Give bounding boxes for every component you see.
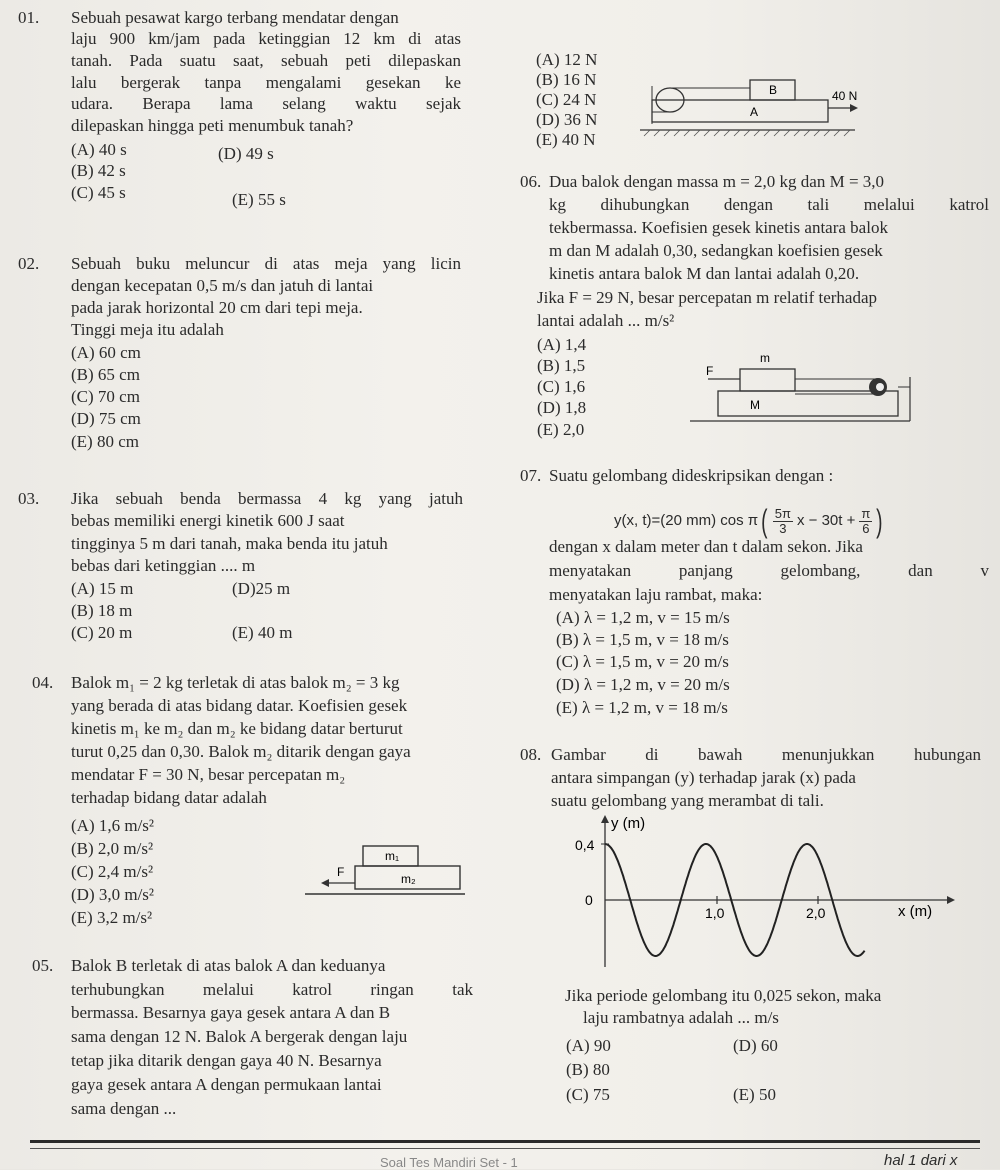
q02-option-b[interactable]: (B) 65 cm bbox=[71, 365, 140, 384]
footer-rule-thin bbox=[30, 1148, 980, 1149]
q06-M-label: M bbox=[750, 398, 760, 412]
q04-block-diagram bbox=[305, 838, 465, 898]
q01-line: udara. Berapa lama selang waktu sejak bbox=[71, 94, 461, 113]
q07-intro: Suatu gelombang dideskripsikan dengan : bbox=[549, 466, 834, 485]
q08-option-c[interactable]: (C) 75 bbox=[566, 1085, 610, 1104]
q07-option-c[interactable]: (C) λ = 1,5 m, v = 20 m/s bbox=[556, 652, 729, 671]
q01-option-a[interactable]: (A) 40 s bbox=[71, 140, 127, 159]
q07-option-a[interactable]: (A) λ = 1,2 m, v = 15 m/s bbox=[556, 608, 730, 627]
q05-number: 05. bbox=[32, 956, 54, 975]
q05-option-d[interactable]: (D) 36 N bbox=[536, 110, 598, 129]
q07-line: menyatakan panjang gelombang, dan v bbox=[549, 561, 989, 580]
footer-label: Soal Tes Mandiri Set - 1 bbox=[380, 1155, 518, 1170]
wave-point bbox=[705, 843, 707, 845]
q08-x-tick-2-label: 2,0 bbox=[806, 905, 826, 921]
q05-option-c[interactable]: (C) 24 N bbox=[536, 90, 597, 109]
q04-line: Balok m₁ = 2 kg terletak di atas balok m₂ = 3 kg bbox=[71, 673, 400, 692]
q08-option-e[interactable]: (E) 50 bbox=[733, 1085, 776, 1104]
footer-page-number: hal 1 dari x bbox=[884, 1152, 958, 1169]
q05-line: tetap jika ditarik dengan gaya 40 N. Besarnya bbox=[71, 1051, 382, 1070]
q03-option-c[interactable]: (C) 20 m bbox=[71, 623, 133, 642]
q05-option-a[interactable]: (A) 12 N bbox=[536, 50, 598, 69]
q05-line: sama dengan 12 N. Balok A bergerak dengan laju bbox=[71, 1027, 408, 1046]
q03-line: tingginya 5 m dari tanah, maka benda itu jatuh bbox=[71, 534, 388, 553]
q08-line: suatu gelombang yang merambat di tali. bbox=[551, 791, 824, 810]
q02-line: dengan kecepatan 0,5 m/s dan jatuh di lantai bbox=[71, 276, 374, 295]
q06-number: 06. bbox=[520, 172, 542, 191]
q03-option-a[interactable]: (A) 15 m bbox=[71, 579, 134, 598]
q08-option-d[interactable]: (D) 60 bbox=[733, 1036, 778, 1055]
q07-equation-paren-open: ( bbox=[761, 503, 768, 539]
q05-line: gaya gesek antara A dengan permukaan lantai bbox=[71, 1075, 382, 1094]
q06-option-b[interactable]: (B) 1,5 bbox=[537, 356, 586, 375]
q04-m2-label: m₂ bbox=[401, 872, 416, 886]
q06-line: m dan M adalah 0,30, sedangkan koefisien gesek bbox=[549, 241, 883, 260]
wave-point bbox=[655, 955, 657, 957]
q07-line: menyatakan laju rambat, maka: bbox=[549, 585, 763, 604]
q05-line: Balok B terletak di atas balok A dan keduanya bbox=[71, 956, 386, 975]
q02-number: 02. bbox=[18, 254, 40, 273]
q04-line: turut 0,25 dan 0,30. Balok m₂ ditarik dengan gaya bbox=[71, 742, 411, 761]
q08-wave-graph bbox=[575, 812, 965, 972]
q06-line: tekbermassa. Koefisien gesek kinetis antara balok bbox=[549, 218, 888, 237]
q05-block-b-label: B bbox=[769, 83, 778, 97]
q08-origin-label: 0 bbox=[585, 892, 593, 908]
q05-block-a-label: A bbox=[750, 105, 759, 119]
q01-line: lalu bergerak tanpa mengalami gesekan ke bbox=[71, 73, 461, 92]
q08-y-tick-label: 0,4 bbox=[575, 837, 595, 853]
q03-option-d[interactable]: (D)25 m bbox=[232, 579, 291, 598]
q02-option-c[interactable]: (C) 70 cm bbox=[71, 387, 140, 406]
wave-point bbox=[781, 899, 783, 901]
q07-line: dengan x dalam meter dan t dalam sekon. Jika bbox=[549, 537, 863, 556]
wave-point bbox=[629, 899, 631, 901]
q02-option-e[interactable]: (E) 80 cm bbox=[71, 432, 139, 451]
q03-line: bebas memiliki energi kinetik 600 J saat bbox=[71, 511, 345, 530]
q08-x-axis-label: x (m) bbox=[898, 903, 933, 920]
q06-option-e[interactable]: (E) 2,0 bbox=[537, 420, 585, 439]
q05-pulley-diagram bbox=[640, 78, 865, 148]
q05-option-e[interactable]: (E) 40 N bbox=[536, 130, 596, 149]
q03-line: Jika sebuah benda bermassa 4 kg yang jatuh bbox=[71, 489, 463, 508]
q01-option-b[interactable]: (B) 42 s bbox=[71, 161, 126, 180]
footer-rule bbox=[30, 1140, 980, 1143]
q04-number: 04. bbox=[32, 673, 54, 692]
q08-y-axis-label: y (m) bbox=[611, 815, 646, 832]
q03-option-b[interactable]: (B) 18 m bbox=[71, 601, 133, 620]
q05-line: terhubungkan melalui katrol ringan tak bbox=[71, 980, 473, 999]
q05-option-b[interactable]: (B) 16 N bbox=[536, 70, 597, 89]
q03-number: 03. bbox=[18, 489, 40, 508]
q08-x-tick-1-label: 1,0 bbox=[705, 905, 725, 921]
q01-option-c[interactable]: (C) 45 s bbox=[71, 183, 126, 202]
q07-equation-paren-close: ) bbox=[876, 503, 883, 539]
q06-line: Dua balok dengan massa m = 2,0 kg dan M = 3,0 bbox=[549, 172, 885, 191]
wave-point bbox=[730, 899, 732, 901]
q04-line: terhadap bidang datar adalah bbox=[71, 788, 267, 807]
q04-force-label: F bbox=[337, 865, 345, 879]
q07-equation-fraction-1: 5π 3 bbox=[774, 505, 791, 536]
wave-point bbox=[680, 899, 682, 901]
q04-option-d[interactable]: (D) 3,0 m/s² bbox=[71, 885, 155, 904]
q05-line: bermassa. Besarnya gaya gesek antara A dan B bbox=[71, 1003, 391, 1022]
q04-line: mendatar F = 30 N, besar percepatan m₂ bbox=[71, 765, 346, 784]
q04-m1-label: m₁ bbox=[385, 849, 400, 863]
q01-line: laju 900 km/jam pada ketinggian 12 km di atas bbox=[71, 29, 461, 48]
q01-option-e[interactable]: (E) 55 s bbox=[232, 190, 286, 209]
q01-line: dilepaskan hingga peti menumbuk tanah? bbox=[71, 116, 354, 135]
q07-equation-mid: x − 30t + bbox=[796, 512, 856, 529]
q08-line: Gambar di bawah menunjukkan hubungan bbox=[551, 745, 981, 764]
q06-line: Jika F = 29 N, besar percepatan m relatif terhadap bbox=[537, 288, 878, 307]
q02-line: pada jarak horizontal 20 cm dari tepi meja. bbox=[71, 298, 363, 317]
q04-line: yang berada di atas bidang datar. Koefisien gesek bbox=[71, 696, 408, 715]
q05-force-label: 40 N bbox=[832, 89, 858, 103]
q06-force-label: F bbox=[706, 364, 714, 378]
q04-option-e[interactable]: (E) 3,2 m/s² bbox=[71, 908, 153, 927]
q08-option-a[interactable]: (A) 90 bbox=[566, 1036, 611, 1055]
q06-m-label: m bbox=[760, 351, 770, 365]
q07-option-b[interactable]: (B) λ = 1,5 m, v = 18 m/s bbox=[556, 630, 729, 649]
wave-point bbox=[806, 843, 808, 845]
q02-option-a[interactable]: (A) 60 cm bbox=[71, 343, 141, 362]
q01-option-d[interactable]: (D) 49 s bbox=[218, 144, 274, 163]
q07-option-e[interactable]: (E) λ = 1,2 m, v = 18 m/s bbox=[556, 698, 728, 717]
q07-equation bbox=[614, 505, 885, 537]
q04-option-b[interactable]: (B) 2,0 m/s² bbox=[71, 839, 154, 858]
wave-point bbox=[857, 955, 859, 957]
q08-question-line: laju rambatnya adalah ... m/s bbox=[583, 1008, 779, 1027]
q04-line: kinetis m₁ ke m₂ dan m₂ ke bidang datar berturut bbox=[71, 719, 403, 738]
q02-option-d[interactable]: (D) 75 cm bbox=[71, 409, 141, 428]
q08-line: antara simpangan (y) terhadap jarak (x) pada bbox=[551, 768, 856, 787]
q07-equation-lhs: y(x, t)=(20 mm) cos π bbox=[614, 512, 759, 529]
q01-line: Sebuah pesawat kargo terbang mendatar dengan bbox=[71, 8, 399, 27]
q02-line: Sebuah buku meluncur di atas meja yang licin bbox=[71, 254, 461, 273]
q08-question-line: Jika periode gelombang itu 0,025 sekon, maka bbox=[565, 986, 882, 1005]
q02-line: Tinggi meja itu adalah bbox=[71, 320, 224, 339]
q06-option-d[interactable]: (D) 1,8 bbox=[537, 398, 587, 417]
q07-option-d[interactable]: (D) λ = 1,2 m, v = 20 m/s bbox=[556, 675, 730, 694]
q04-option-a[interactable]: (A) 1,6 m/s² bbox=[71, 816, 155, 835]
q06-option-c[interactable]: (C) 1,6 bbox=[537, 377, 586, 396]
q04-option-c[interactable]: (C) 2,4 m/s² bbox=[71, 862, 154, 881]
q03-line: bebas dari ketinggian .... m bbox=[71, 556, 256, 575]
q08-number: 08. bbox=[520, 745, 542, 764]
q05-line: sama dengan ... bbox=[71, 1099, 177, 1118]
q06-pulley-diagram bbox=[690, 347, 915, 427]
q01-number: 01. bbox=[18, 8, 40, 27]
q06-line: lantai adalah ... m/s² bbox=[537, 311, 675, 330]
q06-line: kg dihubungkan dengan tali melalui katrol bbox=[549, 195, 989, 214]
q07-equation-fraction-2: $\frac{\pi}{6}$ bbox=[861, 505, 871, 536]
q03-option-e[interactable]: (E) 40 m bbox=[232, 623, 293, 642]
q01-line: tanah. Pada suatu saat, sebuah peti dilepaskan bbox=[71, 51, 461, 70]
q08-option-b[interactable]: (B) 80 bbox=[566, 1060, 610, 1079]
wave-point bbox=[831, 899, 833, 901]
q07-number: 07. bbox=[520, 466, 542, 485]
q06-option-a[interactable]: (A) 1,4 bbox=[537, 335, 587, 354]
wave-point bbox=[756, 955, 758, 957]
q06-line: kinetis antara balok M dan lantai adalah 0,20. bbox=[549, 264, 860, 283]
